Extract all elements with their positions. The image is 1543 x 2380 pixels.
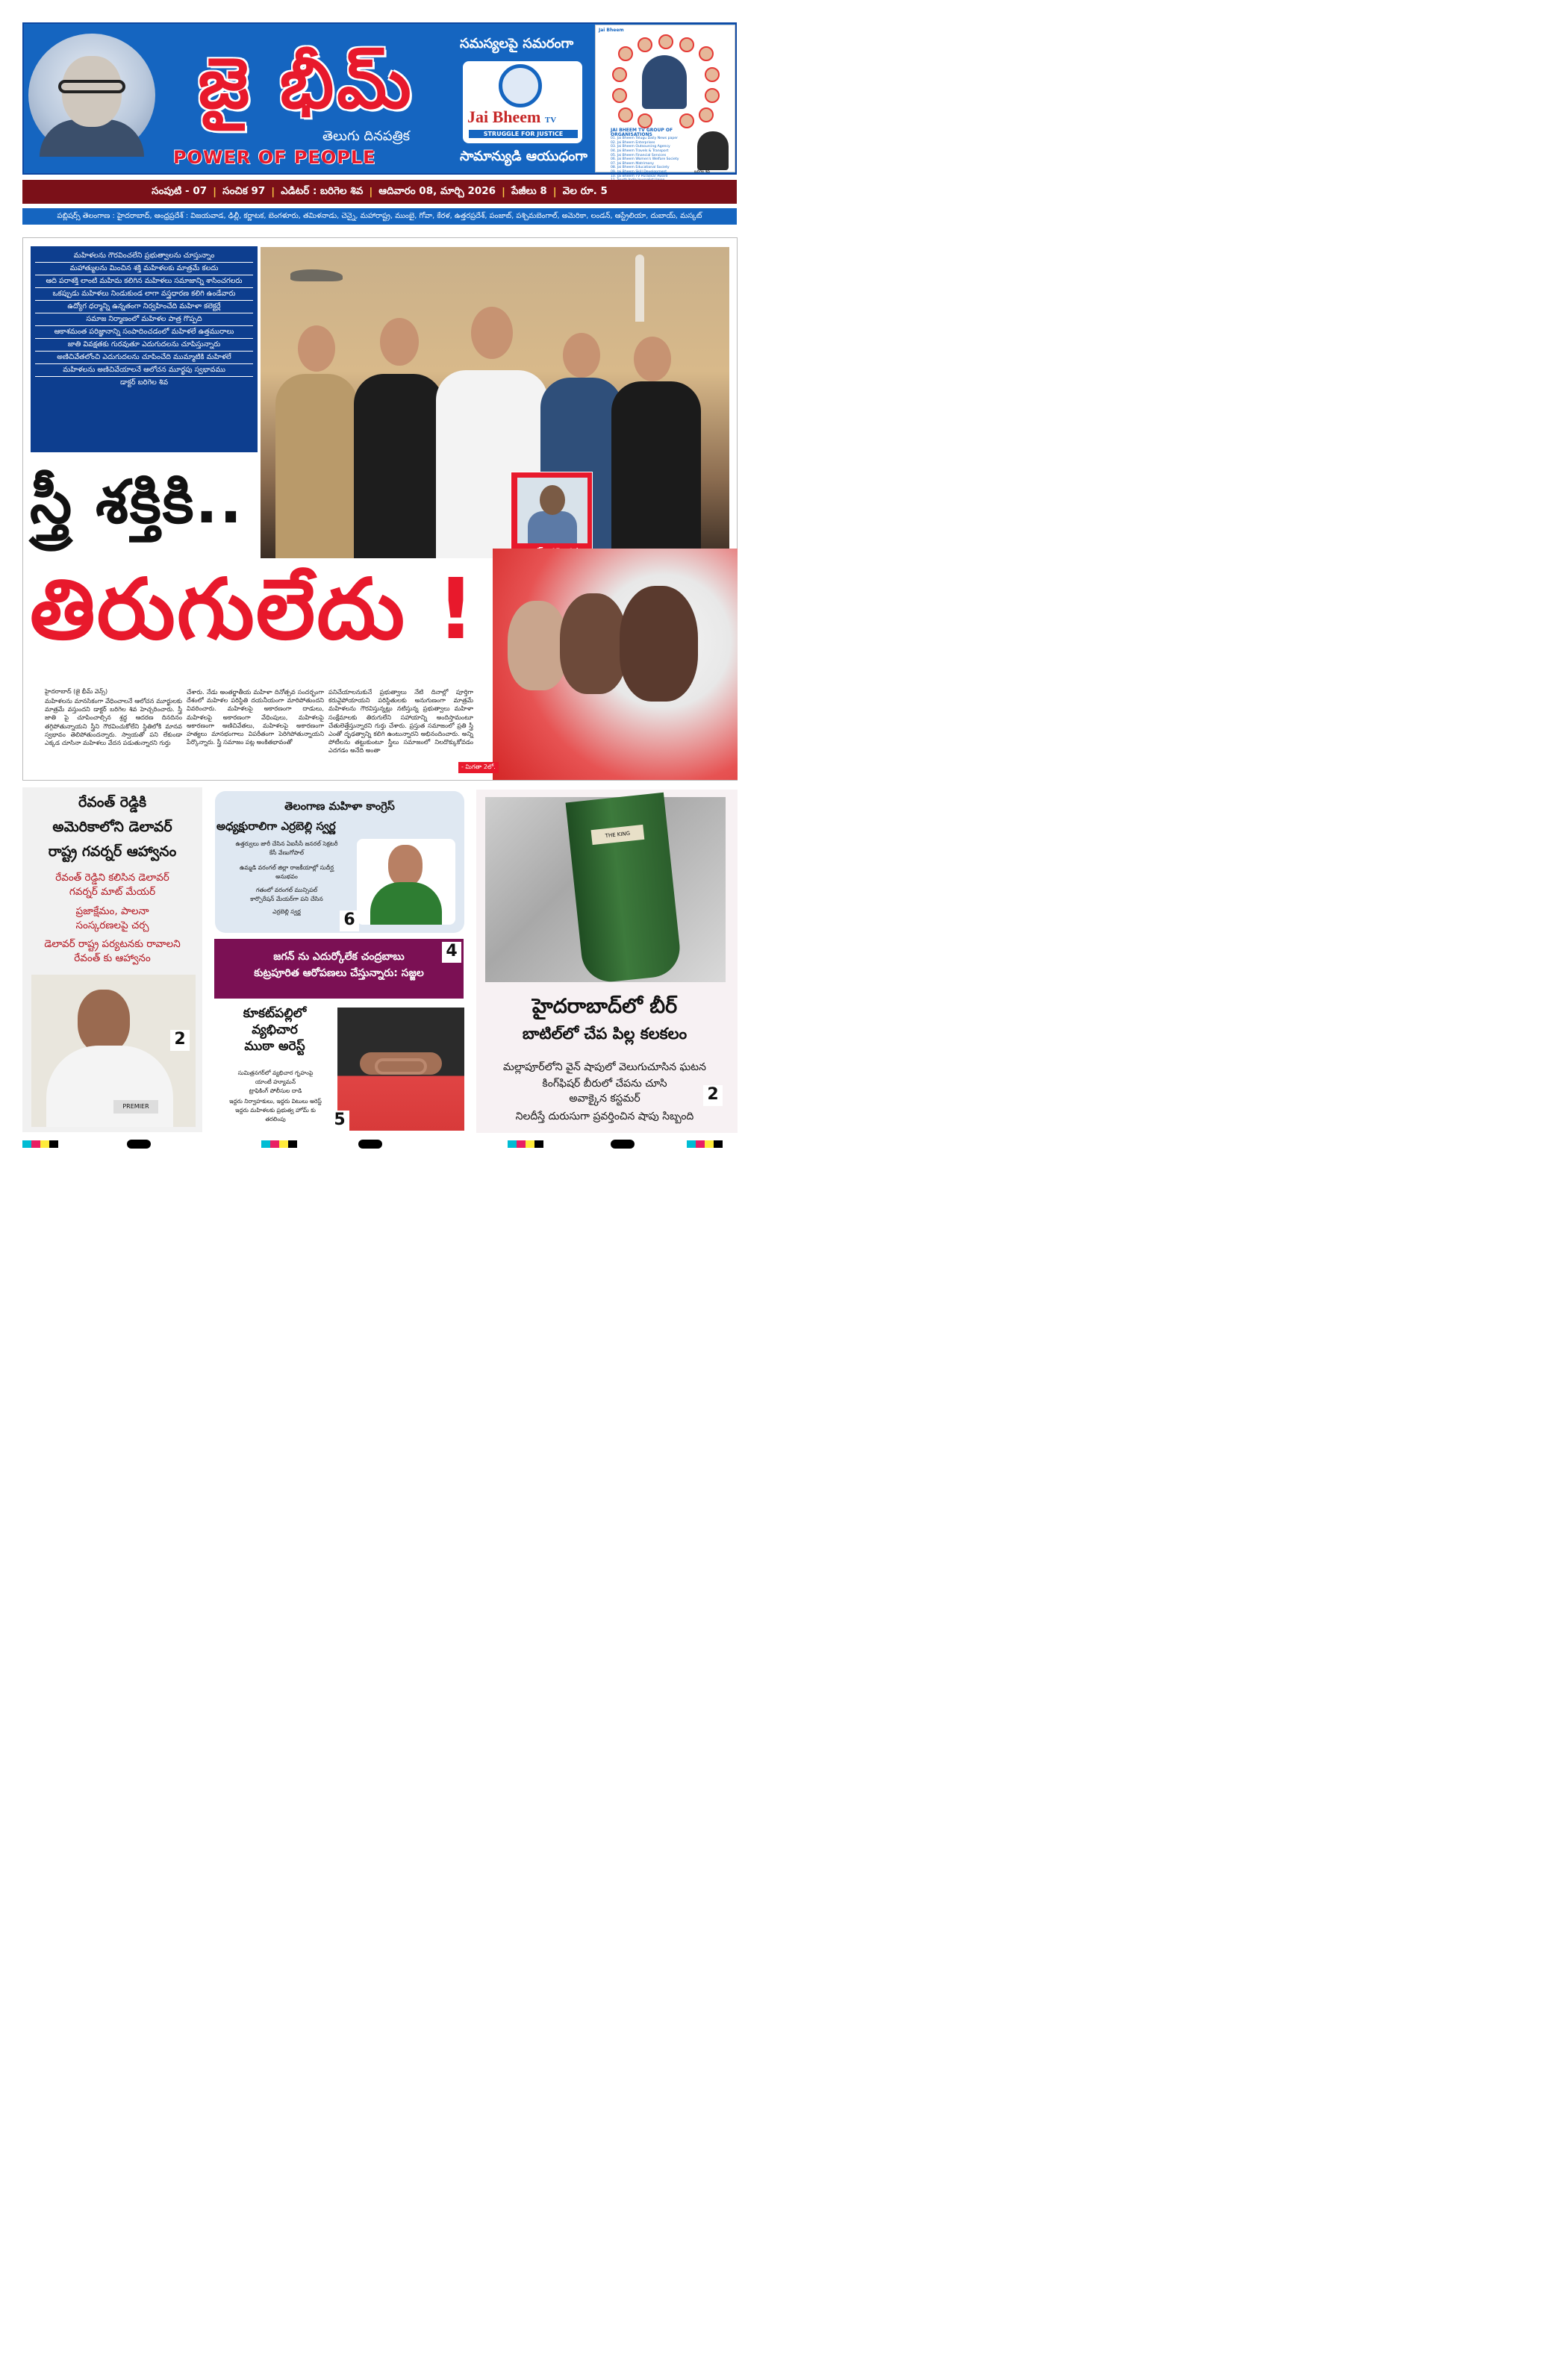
issue-date: ఆదివారం 08, మార్చి 2026 bbox=[378, 184, 496, 197]
lead-headline-line1: స్త్రీ శక్తికి.. bbox=[30, 467, 244, 537]
highlight-item: మహిళలను గౌరవించలేని ప్రభుత్వాలను చూస్తున్నాం bbox=[35, 250, 253, 263]
color-registration-marks bbox=[22, 1140, 58, 1148]
congress-line: ఉమ్మడి వరంగల్ జిల్లా రాజకీయాల్లో సుదీర్ఘ bbox=[240, 864, 334, 871]
kukatpally-line: ట్రాఫికింగ్ పోలీసుల దాడి bbox=[249, 1087, 302, 1094]
kukatpally-headline-line: ముఠా అరెస్ట్ bbox=[244, 1039, 305, 1054]
continued-label: - మిగతా 2లో. bbox=[458, 762, 499, 773]
revanth-sub: సంస్కరణలపై చర్చ bbox=[75, 919, 149, 931]
kukatpally-line: ఇద్దరు మహిళలకు ప్రభుత్వ హోమ్ కు bbox=[235, 1107, 316, 1114]
women-faces-illustration bbox=[493, 549, 738, 780]
fighter-jet bbox=[290, 269, 343, 281]
jagan-headline bbox=[214, 949, 464, 981]
issue-info-strip: సంపుటి - 07 | సంచిక 97 | ఎడిటర్ : బరిగెల శివ | ఆదివారం 08, మార్చి 2026 | పేజీలు 8 | వెల రూ. 5 bbox=[22, 180, 737, 204]
highlight-item: ఆది పరాశక్తి లాంటి మహిమ కలిగిన మహిళలు సమాజాన్ని శాసించగలరు bbox=[35, 275, 253, 288]
page-ref: 5 bbox=[330, 1111, 349, 1131]
newspaper-english-title: POWER OF PEOPLE bbox=[173, 147, 376, 168]
author-photo bbox=[517, 478, 587, 543]
rocket bbox=[635, 254, 644, 322]
kukatpally-line: ఇద్దరు నిర్వాహకులు, ఇద్దరు విటులు అరెస్ట్ bbox=[229, 1098, 322, 1105]
org-item: 05. Jai Bheem Financial Services bbox=[611, 153, 667, 157]
beer-bottle bbox=[566, 793, 683, 984]
revanth-headline: రాష్ట్ర గవర్నర్ ఆహ్వానం bbox=[48, 843, 177, 860]
price: వెల రూ. 5 bbox=[562, 184, 608, 197]
congress-line: కార్పొరేషన్ మేయర్‌గా పని చేసిన bbox=[250, 896, 323, 902]
kukatpally-headline bbox=[215, 1005, 334, 1055]
highlight-item: జాతి వివక్షతకు గురవుతూ ఎదుగుదలను చూపిస్తున్నారు bbox=[35, 339, 253, 352]
lead-highlights-box bbox=[31, 246, 258, 452]
premier-nameplate: PREMIER bbox=[113, 1100, 158, 1114]
jagan-line-2: కుట్రపూరిత ఆరోపణలు చేస్తున్నారు: సజ్జల bbox=[254, 967, 424, 979]
ambedkar-portrait bbox=[28, 34, 155, 157]
women-professionals-photo bbox=[261, 247, 729, 558]
kukatpally-line: తరలింపు bbox=[265, 1116, 286, 1122]
beer-line: అవాక్కైన కస్టమర్ bbox=[569, 1093, 640, 1105]
highlight-item: ఒకప్పుడు మహిళలు నిండుకుండ లాగా వస్త్రధారణ కలిగి ఉండేవారు bbox=[35, 288, 253, 301]
color-registration-marks bbox=[261, 1140, 297, 1148]
collage-person-caption: బరిగెల శివ bbox=[694, 169, 711, 174]
handcuffs-photo bbox=[337, 1008, 464, 1131]
highlight-item: సమాజ నిర్మాణంలో మహిళల పాత్ర గొప్పది bbox=[35, 313, 253, 326]
congress-line: ఉత్తర్వులు జారీ చేసిన ఏఐసీసీ జనరల్ సెక్రటరీ bbox=[235, 840, 338, 847]
org-item: 08. Jai Bheem Educational Society bbox=[611, 166, 670, 170]
beer-line: మల్లాపూర్‌లోని వైన్ షాపులో వెలుగుచూసిన ఘటన bbox=[503, 1061, 706, 1073]
lead-body-col3: పనిచేయాలనుకునే ప్రభుత్వాలు నేటి దినాల్లో పూర్తిగా కరువైపోయాయని పరిస్థితులకు అనుగుణంగా మాత్రమే మహిళలను గౌరవిస్తున్నట్లు నటిస్తున్న ప్రభుత్వాలు మహిళా సంక్షేమాలకు తిరుగులేని సహాయాన్ని అందిస్తామంటూ చేతులెత్తేస్తున్నారని గుర్తు చేశారు. ప్రస్తుత సమాజంలో ప్రతి స్త్రీ ఎంతో దృఢత్వాన్ని కలిగి ఉంటున్నారని అభినందించారు. అన్ని పోటీలను తట్టుకుంటూ స్త్రీలు సమాజంలో నిలదొక్కుకోవడం ఎదగడం అనేది అంతా bbox=[328, 688, 473, 755]
revanth-sub: రేవంత్ కు ఆహ్వానం bbox=[74, 952, 151, 964]
color-registration-marks bbox=[508, 1140, 543, 1148]
congress-line: కేసీ వేణుగోపాల్ bbox=[269, 849, 305, 856]
swarna-photo bbox=[357, 839, 455, 925]
org-item: 01. Jai Bheem Telugu Daily News paper bbox=[611, 137, 678, 141]
kukatpally-line: యాంటీ హ్యూమన్ bbox=[255, 1078, 296, 1085]
revanth-sub: రేవంత్ రెడ్డిని కలిసిన డెలావర్ bbox=[55, 872, 169, 884]
page-ref: 6 bbox=[340, 911, 359, 931]
org-item: 06. Jai Bheem Women's Welfare Society bbox=[611, 157, 679, 162]
congress-line: ఎర్రబెల్లి స్వర్ణ bbox=[272, 908, 301, 915]
beer-line: కింగ్‌ఫిషర్ బీరులో చేపను చూసి bbox=[542, 1078, 667, 1090]
highlight-item: ఉద్యోగ ధర్మాన్ని ఉన్నతంగా నిర్వహించేది మహిళా కలెక్టర్లే bbox=[35, 301, 253, 313]
org-item: 10. Jai Bheem TV Puraskar Award bbox=[611, 174, 668, 178]
highlight-item: అణిచివేతలోంచి ఎదుగుదలను చూపించేది ముమ్మాటికి మహిళలే bbox=[35, 352, 253, 364]
editor: ఎడిటర్ : బరిగెల శివ bbox=[281, 184, 364, 197]
org-item: 03. Jai Bheem Outsourcing Agency bbox=[611, 145, 670, 149]
lead-body-col1: మహిళలను మానసికంగా వేధించాలనే ఆలోచన మూర్ఖులకు మాత్రమే వస్తుందని డాక్టర్ బరిగెల శివ హెచ్చరించారు. స్త్రీ జాతి పై చూపించాల్సిన శ్రద్ధ ఆదరణ దినదినం తగ్గిపోతున్నాయని స్త్రీని గౌరవించుకోలేని స్థితిలోకి మానవ స్వభావం తెలిపోతుందన్నారు. స్వాయతో పని లేకుండా ఎక్కడ చూసినా మహిళలు వేదన పడుతున్నారని గుర్తు bbox=[45, 697, 182, 747]
organisations-collage bbox=[595, 25, 735, 178]
lead-headline-line2: తిరుగులేదు ! bbox=[30, 561, 477, 658]
highlight-byline: డాక్టర్ బరిగెల శివ bbox=[119, 378, 169, 387]
org-item: 07. Jai Bheem Matrimony bbox=[611, 161, 654, 166]
page-ref: 2 bbox=[170, 1030, 190, 1051]
revanth-sub: డెలావర్ రాష్ట్ర పర్యటనకు రావాలని bbox=[44, 938, 181, 950]
congress-headline-2: అధ్యక్షురాలిగా ఎర్రబెల్లి స్వర్ణ bbox=[216, 819, 336, 833]
beer-headline bbox=[478, 992, 732, 1046]
org-item: 04. Jai Bheem Travels & Transport bbox=[611, 149, 669, 153]
color-registration-marks bbox=[687, 1140, 723, 1148]
tv-logo-name: Jai Bheem bbox=[467, 107, 541, 126]
kukatpally-headline-line: వ్యభిచార bbox=[252, 1022, 298, 1037]
tv-logo-suffix: TV bbox=[544, 116, 557, 125]
congress-line: గతంలో వరంగల్ మున్సిపల్ bbox=[255, 887, 318, 893]
page-ref: 2 bbox=[703, 1085, 723, 1106]
newspaper-title: జై భీమ్ bbox=[198, 43, 414, 125]
congress-headline-1: తెలంగాణ మహిళా కాంగ్రెస్ bbox=[284, 801, 395, 813]
org-item: 09. Jai Bheem Skill Development bbox=[611, 169, 667, 174]
kukatpally-line: సుమిత్రనగర్‌లో వ్యభిచార గృహంపై bbox=[237, 1069, 314, 1076]
organisations-list bbox=[611, 128, 693, 183]
registration-pill bbox=[358, 1140, 382, 1149]
highlight-item: మహిళలను అణిచివేయాలనే ఆలోచన మూర్ఖపు స్వభావము bbox=[35, 364, 253, 377]
editions-strip: పబ్లిషర్స్ తెలంగాణ : హైదరాబాద్, ఆంధ్రప్రదేశ్ : విజయవాడ, ఢిల్లీ, కర్ణాటక, బెంగళూరు, తమిళనాడు, చెన్నై, మహారాష్ట్ర, ముంబై, గోవా, కేరళ, ఉత్తరప్రదేశ్, పంజాబ్, పశ్చిమబెంగాల్, అమెరికా, లండన్, ఆస్ట్రేలియా, దుబాయ్, మస్కట్ bbox=[22, 208, 737, 225]
beer-headline-1: హైదరాబాద్‌లో బీర్ bbox=[532, 995, 678, 1018]
registration-pill bbox=[611, 1140, 635, 1149]
highlight-item: మహాత్ములను మించిన శక్తి మహిళలకు మాత్రమే కలదు bbox=[35, 263, 253, 275]
lead-body-col2: చేశారు. నేడు అంతర్జాతీయ మహిళా దినోత్సవ సందర్భంగా దేశంలో మహిళల పరిస్థితి దయనీయంగా మారిపోతుందని వివరించారు. మహిళలపై అకారణంగా దాడులు, మహిళలపై అకారణంగా వేధింపులు, మహిళలపై అకారణంగా అణిచివేతలు, మహిళలపై అకారణంగా హత్యలు మానభంగాలు విపరీతంగా పెరిగిపోతున్నాయని పేర్కొన్నారు. స్త్రీ సమాజం పట్ల అంకితభావంతో bbox=[187, 688, 324, 746]
tagline-top: సమస్యలపై సమరంగా bbox=[460, 36, 574, 51]
jagan-line-1: జగన్ ను ఎదుర్కోలేక చంద్రబాబు bbox=[273, 951, 405, 963]
highlight-item: ఆకాశమంత పరిజ్ఞానాన్ని సంపాదించడంలో మహిళలే ఉత్తమురాలు bbox=[35, 326, 253, 339]
revanth-photo bbox=[31, 975, 196, 1127]
page-count: పేజీలు 8 bbox=[511, 184, 547, 197]
congress-line: అనుభవం bbox=[275, 873, 298, 880]
revanth-headline: అమెరికాలోని డెలావర్ bbox=[52, 819, 172, 835]
jai-bheem-tv-logo bbox=[463, 61, 582, 143]
revanth-sub: గవర్నర్ మాట్ మేయర్ bbox=[69, 886, 156, 898]
registration-pill bbox=[127, 1140, 151, 1149]
revanth-headline: రేవంత్ రెడ్డికి bbox=[78, 794, 147, 810]
tagline-bottom: సామాన్యుడి ఆయుధంగా bbox=[460, 149, 587, 164]
issue-number: సంచిక 97 bbox=[222, 184, 266, 197]
volume: సంపుటి - 07 bbox=[152, 184, 208, 197]
kukatpally-headline-line: కూకట్‌పల్లిలో bbox=[243, 1006, 307, 1021]
org-item: 02. Jai Bheem Enterprises bbox=[611, 140, 655, 145]
newspaper-subtitle: తెలుగు దినపత్రిక bbox=[322, 128, 411, 144]
bottle-label: THE KING bbox=[591, 825, 645, 845]
beer-headline-2: బాటిల్‌లో చేప పిల్ల కలకలం bbox=[522, 1025, 688, 1043]
revanth-sub: ప్రజాక్షేమం, పాలనా bbox=[75, 905, 149, 917]
tv-logo-slogan: STRUGGLE FOR JUSTICE bbox=[469, 130, 578, 138]
group-title: JAI BHEEM TV GROUP OF ORGANISATIONS bbox=[611, 128, 673, 137]
collage-heading: Jai Bheem bbox=[599, 28, 624, 33]
lead-dateline: హైదరాబాద్ (జై భీమ్ వెన్స్) bbox=[45, 688, 108, 695]
page-ref: 4 bbox=[442, 942, 461, 963]
beer-line: నిలదీస్తే దురుసుగా ప్రవర్తించిన షాపు సిబ్బంది bbox=[515, 1111, 694, 1122]
